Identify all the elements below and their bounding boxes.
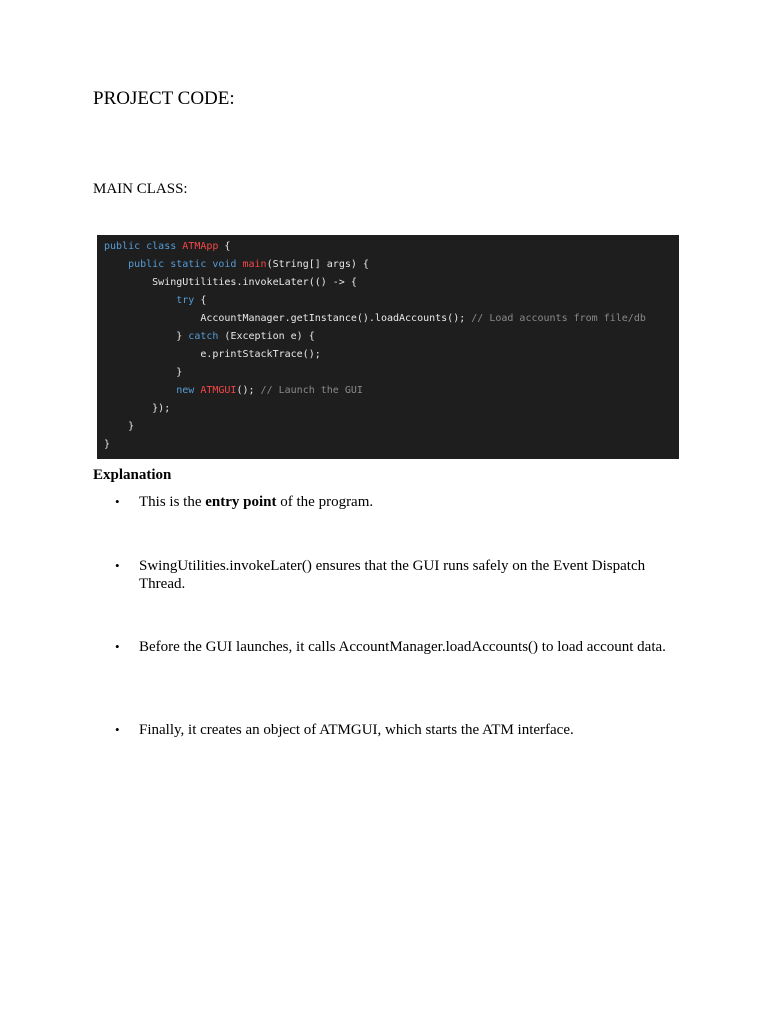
code-token: { [194, 295, 207, 306]
code-line [104, 436, 679, 454]
code-token: } [104, 331, 189, 342]
code-line [104, 292, 679, 310]
code-token: } [104, 439, 111, 450]
text-run: of the program. [276, 494, 374, 510]
explanation-heading: Explanation [93, 467, 172, 483]
code-line [104, 310, 679, 328]
code-line [104, 328, 679, 346]
text-run: SwingUtilities.invokeLater() ensures that the GUI runs safely on the Event Dispatch Thread. [139, 558, 646, 592]
code-token: } [104, 367, 183, 378]
code-line [104, 400, 679, 418]
code-line [104, 382, 679, 400]
bullet-text [139, 638, 669, 656]
code-line [104, 364, 679, 382]
code-line [104, 274, 679, 292]
text-run: Before the GUI launches, it calls AccountManager.loadAccounts() to load account data. [139, 639, 666, 655]
code-token: new [104, 385, 201, 396]
bullet-icon: • [115, 722, 120, 737]
code-token: (String[] args) { [266, 259, 369, 270]
bullet-text [139, 557, 669, 593]
bullet-text [139, 493, 669, 511]
code-token: catch [188, 331, 219, 342]
bullet-icon: • [115, 639, 120, 654]
code-snippet [97, 235, 679, 459]
page-title: PROJECT CODE: [93, 88, 235, 109]
code-token: SwingUtilities.invokeLater(() -> { [104, 277, 357, 288]
code-line [104, 238, 679, 256]
bullet-icon: • [115, 494, 120, 509]
code-token: // Launch the GUI [260, 385, 363, 396]
code-token: public static void [104, 259, 243, 270]
text-run: Finally, it creates an object of ATMGUI, which starts the ATM interface. [139, 722, 574, 738]
code-token: ATMApp [182, 241, 219, 252]
bold-text: entry point [205, 494, 277, 510]
code-token: // Load accounts from file/db [471, 313, 646, 324]
bullet-text [139, 721, 669, 739]
bullet-icon: • [115, 558, 120, 573]
code-token: }); [104, 403, 171, 414]
code-line [104, 256, 679, 274]
code-token: { [218, 241, 231, 252]
code-token: public class [104, 241, 183, 252]
code-token: (Exception e) { [218, 331, 315, 342]
code-token: } [104, 421, 135, 432]
text-run: This is the [139, 494, 206, 510]
code-line [104, 418, 679, 436]
code-token: (); [236, 385, 261, 396]
code-token: try [104, 295, 195, 306]
code-token: main [242, 259, 267, 270]
code-token: e.printStackTrace(); [104, 349, 321, 360]
code-line [104, 346, 679, 364]
section-heading: MAIN CLASS: [93, 181, 188, 197]
code-token: ATMGUI [200, 385, 237, 396]
code-token: AccountManager.getInstance().loadAccounts(); [104, 313, 472, 324]
